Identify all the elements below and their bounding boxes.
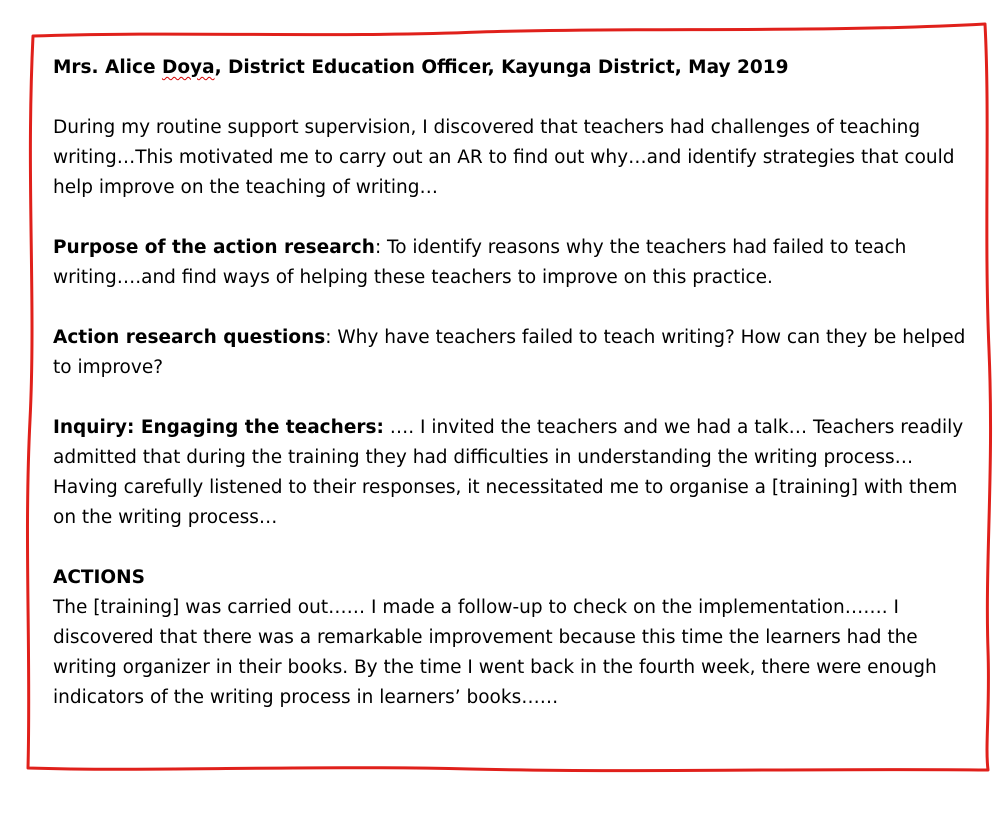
actions-heading: ACTIONS [53, 567, 145, 588]
misspelled-name: Doya [161, 57, 215, 78]
inquiry-label: Inquiry: Engaging the teachers: [53, 417, 384, 438]
inquiry-text: …. I invited the teachers and we had a talk… Teachers readily admitted that during the training they had difficulties in understanding the writing process…Having carefully listened to their responses, it necessitated me to organise a [training] with them on the writing process… [53, 417, 964, 528]
purpose-paragraph [53, 233, 973, 293]
document-body [53, 53, 973, 713]
purpose-text: : To identify reasons why the teachers had failed to teach writing….and find ways of helping these teachers to improve on this practice. [53, 237, 907, 288]
document-header [53, 53, 973, 83]
actions-paragraph [53, 563, 973, 713]
intro-paragraph: During my routine support supervision, I discovered that teachers had challenges of teaching writing…This motivated me to carry out an AR to find out why…and identify strategies that could help improve on the teaching of writing… [53, 117, 955, 198]
header-prefix: Mrs. Alice [53, 57, 162, 78]
purpose-label: Purpose of the action research [53, 237, 375, 258]
questions-label: Action research questions [53, 327, 326, 348]
header-suffix: , District Education Officer, Kayunga District, May 2019 [214, 57, 789, 78]
questions-paragraph [53, 323, 973, 383]
actions-text: The [training] was carried out…… I made a follow-up to check on the implementation……. I discovered that there was a remarkable improvement because this time the learners had the writing organizer in their books. By the time I went back in the fourth week, there were enough indicators of the writing process in learners’ books…… [53, 597, 937, 708]
inquiry-paragraph [53, 413, 973, 533]
questions-text: : Why have teachers failed to teach writing? How can they be helped to improve? [53, 327, 966, 378]
